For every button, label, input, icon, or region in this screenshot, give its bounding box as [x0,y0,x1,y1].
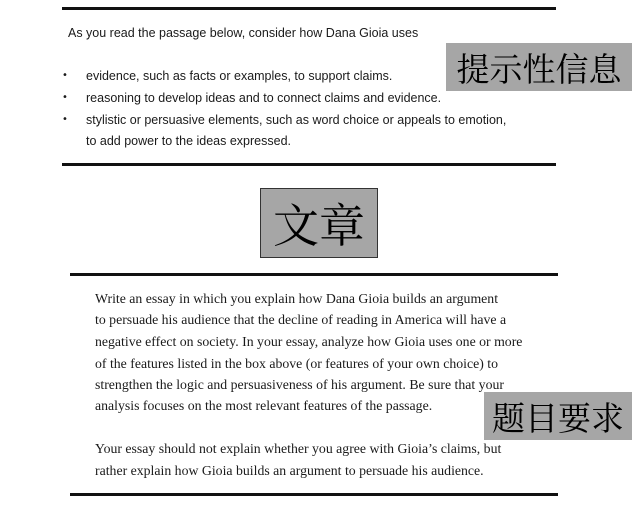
prompt-top-rule [70,273,558,276]
prompt-line: of the features listed in the box above (or features of your own choice) to [95,356,499,371]
passage-label: 文章 [260,188,378,258]
prompt-line: to persuade his audience that the decline of reading in America will have a [95,312,507,327]
prompt-bottom-rule [70,493,558,496]
intro-text: As you read the passage below, consider how Dana Gioia uses [68,26,419,40]
top-rule [62,7,556,10]
bullet-reasoning: reasoning to develop ideas and to connect claims and evidence. [86,91,442,105]
bullet-icon: • [62,92,68,103]
prompt-line: analysis focuses on the most relevant features of the passage. [95,398,433,413]
bullet-stylistic-continued: to add power to the ideas expressed. [86,134,291,148]
requirements-label: 题目要求 [484,392,632,440]
bullet-evidence: evidence, such as facts or examples, to support claims. [86,69,393,83]
middle-rule [62,163,556,166]
bullet-stylistic: stylistic or persuasive elements, such as word choice or appeals to emotion, [86,113,507,127]
prompt-line: Write an essay in which you explain how Dana Gioia builds an argument [95,291,499,306]
prompt-line: strengthen the logic and persuasiveness of his argument. Be sure that your [95,377,504,392]
prompt-line: rather explain how Gioia builds an argument to persuade his audience. [95,463,484,478]
hint-label: 提示性信息 [446,43,632,91]
bullet-icon: • [62,70,68,81]
prompt-line: Your essay should not explain whether you agree with Gioia’s claims, but [95,441,502,456]
prompt-line: negative effect on society. In your essay, analyze how Gioia uses one or more [95,334,523,349]
bullet-icon: • [62,114,68,125]
